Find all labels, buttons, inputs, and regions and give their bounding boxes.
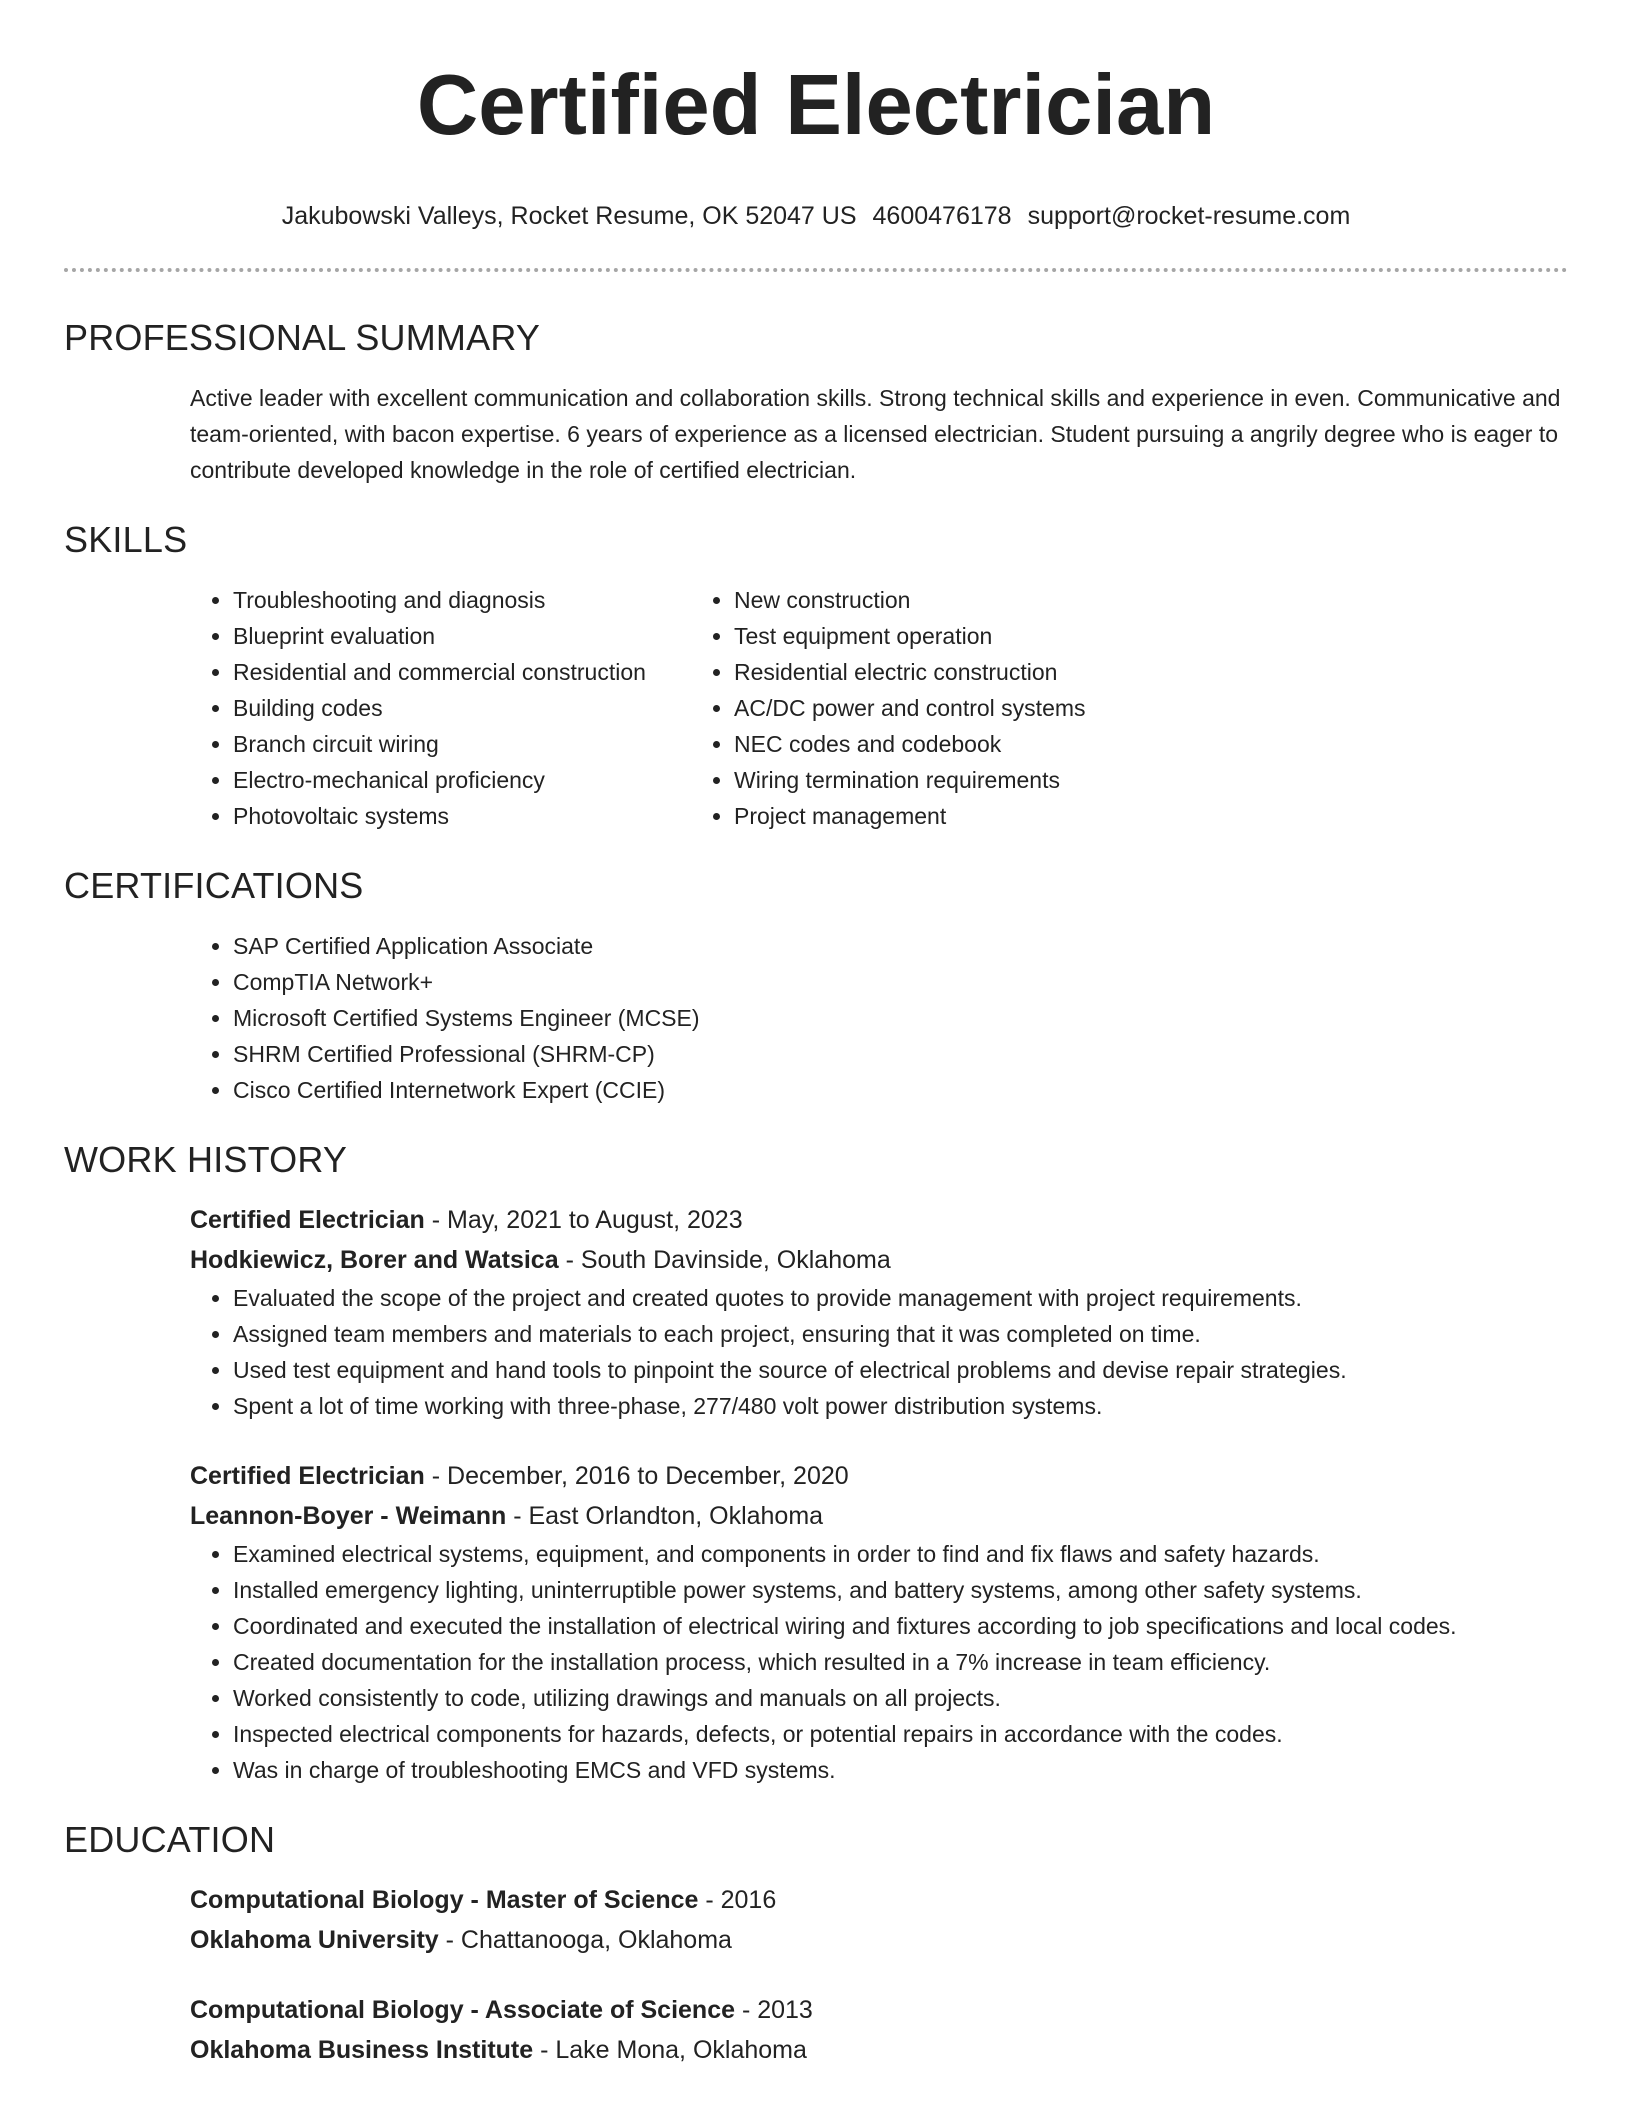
job-title-line bbox=[190, 1200, 1632, 1240]
certification-item: • Cisco Certified Internetwork Expert (CCIE) bbox=[233, 1072, 1632, 1108]
skill-item: • AC/DC power and control systems bbox=[734, 690, 1440, 726]
job-bullet: • Spent a lot of time working with three-phase, 277/480 volt power distribution systems. bbox=[233, 1388, 1632, 1424]
skill-item: • Building codes bbox=[233, 690, 680, 726]
education-school: Oklahoma University bbox=[190, 1926, 439, 1954]
certifications-heading: CERTIFICATIONS bbox=[64, 865, 364, 906]
summary-heading: PROFESSIONAL SUMMARY bbox=[64, 317, 541, 358]
contact-email: support@rocket-resume.com bbox=[1027, 202, 1351, 230]
education-degree-line bbox=[190, 1880, 1632, 1920]
education-entry bbox=[0, 1880, 1632, 1960]
skill-item: • NEC codes and codebook bbox=[734, 726, 1440, 762]
work-history-heading: WORK HISTORY bbox=[64, 1139, 348, 1180]
skills-column-left bbox=[0, 582, 680, 834]
education-year: - 2016 bbox=[698, 1886, 777, 1914]
job-company: Hodkiewicz, Borer and Watsica bbox=[190, 1246, 559, 1274]
candidate-name: Certified Electrician bbox=[416, 58, 1216, 153]
education-school-line bbox=[190, 2030, 1632, 2070]
job-bullet: • Installed emergency lighting, uninterruptible power systems, and battery systems, among other safety systems. bbox=[233, 1572, 1632, 1608]
job-bullets bbox=[0, 1280, 1632, 1424]
header-divider bbox=[64, 268, 1568, 272]
education-degree-line bbox=[190, 1990, 1632, 2030]
summary-text: Active leader with excellent communication and collaboration skills. Strong technical skills and experience in even. Communicative and team-oriented, with bacon expertise. 6 years of experience as a licensed electrician. Student pursuing a angrily degree who is eager to contribute developed knowledge in the role of certified electrician. bbox=[190, 385, 1561, 483]
contact-address: Jakubowski Valleys, Rocket Resume, OK 52047 US bbox=[281, 202, 857, 230]
skill-item: • Branch circuit wiring bbox=[233, 726, 680, 762]
education-year: - 2013 bbox=[735, 1996, 813, 2024]
contact-line bbox=[0, 200, 1632, 232]
skill-item: • Electro-mechanical proficiency bbox=[233, 762, 680, 798]
job-company-line bbox=[190, 1496, 1632, 1536]
skills-list-right bbox=[734, 582, 1440, 834]
job-bullets bbox=[0, 1536, 1632, 1788]
job-bullet: • Evaluated the scope of the project and created quotes to provide management with project requirements. bbox=[233, 1280, 1632, 1316]
work-history-section bbox=[0, 1138, 1632, 1788]
skill-item: • Wiring termination requirements bbox=[734, 762, 1440, 798]
job-title-line bbox=[190, 1456, 1632, 1496]
job-bullet: • Examined electrical systems, equipment, and components in order to find and fix flaws and safety hazards. bbox=[233, 1536, 1632, 1572]
job-bullet: • Worked consistently to code, utilizing drawings and manuals on all projects. bbox=[233, 1680, 1632, 1716]
certifications-section bbox=[0, 864, 1632, 1108]
job-company-line bbox=[190, 1240, 1632, 1280]
education-heading: EDUCATION bbox=[64, 1819, 276, 1860]
job-location: - East Orlandton, Oklahoma bbox=[506, 1502, 824, 1530]
education-location: - Chattanooga, Oklahoma bbox=[438, 1926, 732, 1954]
skill-item: • New construction bbox=[734, 582, 1440, 618]
skills-list-left bbox=[0, 582, 680, 834]
summary-section bbox=[0, 316, 1632, 488]
skill-item: • Test equipment operation bbox=[734, 618, 1440, 654]
education-degree: Computational Biology - Associate of Science bbox=[190, 1996, 735, 2024]
skill-item: • Residential and commercial construction bbox=[233, 654, 680, 690]
education-location: - Lake Mona, Oklahoma bbox=[533, 2036, 807, 2064]
job-entry bbox=[0, 1456, 1632, 1788]
certification-item: • Microsoft Certified Systems Engineer (MCSE) bbox=[233, 1000, 1632, 1036]
job-bullet: • Used test equipment and hand tools to pinpoint the source of electrical problems and devise repair strategies. bbox=[233, 1352, 1632, 1388]
certification-item: • SAP Certified Application Associate bbox=[233, 928, 1632, 964]
skill-item: • Troubleshooting and diagnosis bbox=[233, 582, 680, 618]
job-bullet: • Coordinated and executed the installation of electrical wiring and fixtures according to job specifications and local codes. bbox=[233, 1608, 1632, 1644]
job-entry bbox=[0, 1200, 1632, 1424]
education-school: Oklahoma Business Institute bbox=[190, 2036, 534, 2064]
skill-item: • Blueprint evaluation bbox=[233, 618, 680, 654]
skill-item: • Residential electric construction bbox=[734, 654, 1440, 690]
certification-item: • CompTIA Network+ bbox=[233, 964, 1632, 1000]
contact-phone: 4600476178 bbox=[872, 202, 1012, 230]
skills-section bbox=[0, 518, 1632, 834]
job-role: Certified Electrician bbox=[190, 1206, 425, 1234]
job-bullet: • Assigned team members and materials to each project, ensuring that it was completed on time. bbox=[233, 1316, 1632, 1352]
skills-column-right bbox=[680, 582, 1440, 834]
education-school-line bbox=[190, 1920, 1632, 1960]
certification-item: • SHRM Certified Professional (SHRM-CP) bbox=[233, 1036, 1632, 1072]
education-section bbox=[0, 1818, 1632, 2070]
job-bullet: • Was in charge of troubleshooting EMCS and VFD systems. bbox=[233, 1752, 1632, 1788]
job-location: - South Davinside, Oklahoma bbox=[558, 1246, 891, 1274]
job-company: Leannon-Boyer - Weimann bbox=[190, 1502, 507, 1530]
skill-item: • Photovoltaic systems bbox=[233, 798, 680, 834]
skills-heading: SKILLS bbox=[64, 519, 188, 560]
job-bullet: • Inspected electrical components for hazards, defects, or potential repairs in accordance with the codes. bbox=[233, 1716, 1632, 1752]
skills-columns bbox=[0, 582, 1632, 834]
education-degree: Computational Biology - Master of Science bbox=[190, 1886, 699, 1914]
job-dates: - May, 2021 to August, 2023 bbox=[424, 1206, 743, 1234]
job-dates: - December, 2016 to December, 2020 bbox=[424, 1462, 849, 1490]
resume-header bbox=[0, 0, 1632, 232]
job-bullet: • Created documentation for the installation process, which resulted in a 7% increase in team efficiency. bbox=[233, 1644, 1632, 1680]
certifications-list bbox=[0, 928, 1632, 1108]
education-entry bbox=[0, 1990, 1632, 2070]
skill-item: • Project management bbox=[734, 798, 1440, 834]
job-role: Certified Electrician bbox=[190, 1462, 425, 1490]
